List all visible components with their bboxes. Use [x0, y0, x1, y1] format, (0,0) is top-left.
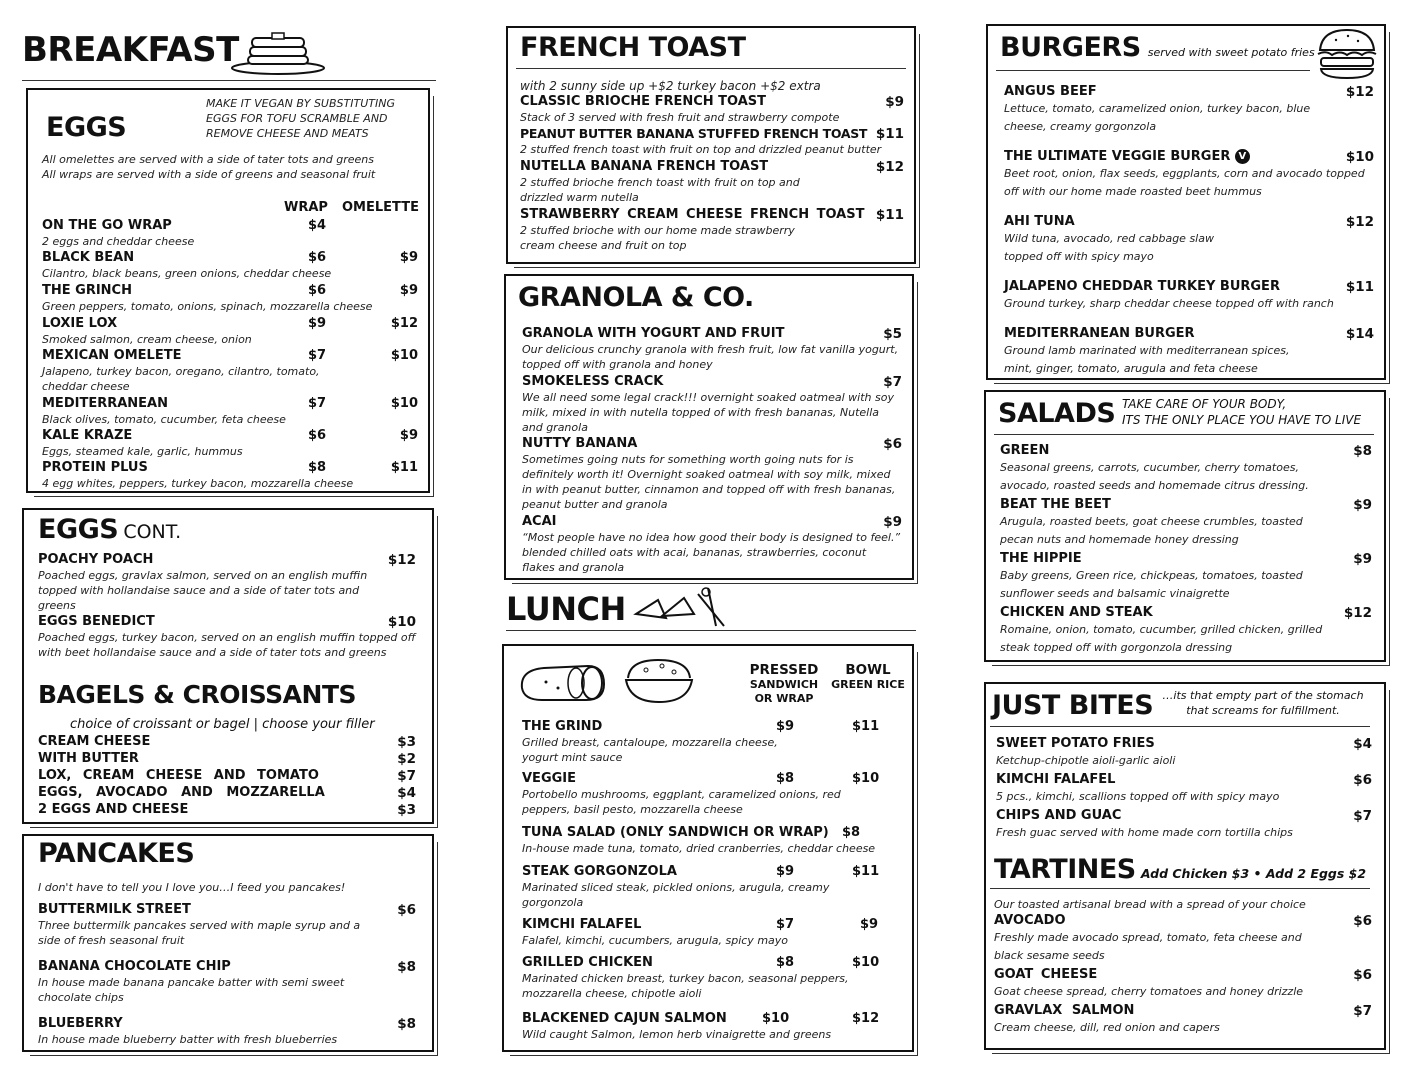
item-price: $2	[397, 751, 416, 767]
item-desc: Marinated chicken breast, turkey bacon, seasonal peppers, mozzarella cheese, chipotle aioli	[522, 972, 849, 1000]
item-name: WITH BUTTER	[38, 751, 139, 766]
col-bowl-line2: GREEN RICE	[831, 678, 905, 691]
item-price: $6	[1353, 913, 1372, 929]
item-price: $7	[1353, 1003, 1372, 1019]
tartines-underline	[990, 888, 1370, 889]
lunch-title: LUNCH	[506, 590, 626, 628]
item-price: $3	[397, 734, 416, 750]
item-price: $7	[397, 768, 416, 784]
list-item	[996, 772, 1372, 808]
lunch-underline	[506, 630, 916, 631]
item-desc: Romaine, onion, tomato, cucumber, grilled chicken, grilled steak topped off with gorgonzola dressing	[1000, 623, 1323, 654]
list-item	[42, 396, 418, 428]
pancakes-title: PANCAKES	[38, 838, 195, 869]
item-name: ON THE GO WRAP	[42, 218, 172, 233]
list-item	[522, 436, 902, 514]
item-bowl-price: $9	[860, 917, 879, 932]
item-pressed-price: $8	[776, 955, 795, 970]
item-name: 2 EGGS AND CHEESE	[38, 802, 189, 817]
wrap-icon	[516, 658, 612, 706]
item-name: CHICKEN AND STEAK	[1000, 605, 1153, 620]
item-name: NUTELLA BANANA FRENCH TOAST	[520, 159, 769, 174]
item-name: LOXIE LOX	[42, 316, 118, 331]
item-name: THE HIPPIE	[1000, 551, 1082, 566]
french-toast-section	[506, 26, 916, 264]
bites-list	[996, 736, 1372, 844]
item-price: $11	[875, 126, 904, 142]
item-price: $12	[1345, 214, 1374, 230]
item-desc: Baby greens, Green rice, chickpeas, tomatoes, toasted sunflower seeds and balsamic vinaigrette	[1000, 569, 1303, 600]
item-wrap-price: $9	[308, 316, 327, 331]
item-desc: Falafel, kimchi, cucumbers, arugula, spicy mayo	[522, 934, 789, 947]
item-price: $6	[397, 902, 416, 918]
eggs-vegan-note: MAKE IT VEGAN BY SUBSTITUTING EGGS FOR TOFU SCRAMBLE AND REMOVE CHEESE AND MEATS	[206, 97, 395, 140]
item-name: KALE KRAZE	[42, 428, 133, 443]
item-price: $5	[883, 326, 902, 342]
granola-title: GRANOLA & CO.	[518, 282, 754, 313]
pancakes-section	[22, 834, 434, 1052]
eggs-list	[42, 218, 418, 492]
item-price: $7	[883, 374, 902, 390]
item-price: $6	[1353, 772, 1372, 788]
item-name: ACAI	[522, 514, 557, 529]
item-desc: Three buttermilk pancakes served with maple syrup and a side of fresh seasonal fruit	[38, 919, 361, 947]
french-toast-underline	[516, 68, 906, 69]
burgers-section	[986, 24, 1386, 380]
item-name: GRILLED CHICKEN	[522, 955, 653, 970]
item-desc: Ground turkey, sharp cheddar cheese topped off with ranch	[1004, 297, 1334, 310]
item-name: JALAPENO CHEDDAR TURKEY BURGER	[1004, 279, 1280, 294]
tartines-list	[994, 913, 1372, 1039]
salads-section	[984, 390, 1386, 662]
bites-sub	[1156, 688, 1370, 718]
item-desc: “Most people have no idea how good their body is designed to feel.” blended chilled oats with acai, bananas, strawberries, coconut flakes and granola	[522, 531, 901, 574]
item-name: CLASSIC BRIOCHE FRENCH TOAST	[520, 94, 767, 109]
item-price: $8	[397, 1016, 416, 1032]
item-price: $9	[885, 94, 904, 110]
col-pressed-line1: PRESSED	[749, 662, 819, 678]
list-item	[38, 768, 416, 785]
item-name: NUTTY BANANA	[522, 436, 638, 451]
item-price: $9	[1353, 551, 1372, 567]
item-desc: Beet root, onion, flax seeds, eggplants, corn and avocado topped off with our home made roasted beet hummus	[1004, 167, 1365, 198]
granola-list	[522, 326, 902, 574]
item-price: $3	[397, 802, 416, 818]
bites-section	[984, 682, 1386, 1050]
col-bowl-line1: BOWL	[845, 662, 891, 678]
item-desc: Seasonal greens, carrots, cucumber, cherry tomatoes, avocado, roasted seeds and homemade citrus dressing.	[1000, 461, 1309, 492]
salads-list	[1000, 443, 1372, 659]
item-desc: Cream cheese, dill, red onion and capers	[994, 1021, 1220, 1034]
item-price: $12	[387, 552, 416, 568]
tartines-title: TARTINES	[994, 854, 1136, 885]
list-item	[520, 207, 904, 255]
item-wrap-price: $6	[308, 283, 327, 298]
list-item	[1000, 497, 1372, 551]
item-name: BLACKENED CAJUN SALMON	[522, 1011, 727, 1026]
item-desc: In house made banana pancake batter with semi sweet chocolate chips	[38, 976, 345, 1004]
item-name: BLUEBERRY	[38, 1016, 123, 1031]
item-name: THE ULTIMATE VEGGIE BURGER	[1004, 149, 1231, 164]
item-wrap-price: $8	[308, 460, 327, 475]
salads-title: SALADS	[998, 398, 1116, 429]
item-price: $12	[875, 159, 904, 175]
list-item	[522, 374, 902, 436]
item-omelette-price: $9	[399, 428, 418, 443]
eggs-cont-title: EGGS	[38, 514, 119, 545]
breakfast-title: BREAKFAST	[22, 30, 239, 70]
list-item	[522, 771, 900, 825]
item-price: $6	[883, 436, 902, 452]
item-name: BUTTERMILK STREET	[38, 902, 191, 917]
item-name: EGGS, AVOCADO AND MOZZARELLA	[38, 785, 325, 800]
item-name: MEXICAN OMELETE	[42, 348, 182, 363]
item-name: SWEET POTATO FRIES	[996, 736, 1155, 751]
item-price: $9	[883, 514, 902, 530]
french-toast-list	[520, 94, 904, 255]
item-desc: Sometimes going nuts for something worth going nuts for is definitely worth it! Overnight soaked oatmeal with soy milk, mixed in with peanut butter, cinnamon and topped off with fresh bananas, peanut butter and granola	[522, 453, 896, 511]
item-desc: 2 stuffed brioche with our home made strawberry cream cheese and fruit on top	[520, 224, 795, 252]
item-price: $4	[397, 785, 416, 801]
list-item	[522, 1011, 900, 1045]
col-omelette: OMELETTE	[342, 200, 419, 215]
item-desc: Stack of 3 served with fresh fruit and strawberry compote	[520, 111, 840, 124]
item-desc: In house made blueberry batter with fresh blueberries	[38, 1033, 338, 1046]
item-pressed-price: $9	[776, 719, 795, 734]
item-desc: Portobello mushrooms, eggplant, caramelized onions, red peppers, basil pesto, mozzarella cheese	[522, 788, 841, 816]
item-name: MEDITERRANEAN BURGER	[1004, 326, 1195, 341]
item-omelette-price: $10	[390, 348, 418, 363]
item-name: MEDITERRANEAN	[42, 396, 168, 411]
item-name: TUNA SALAD (ONLY SANDWICH OR WRAP)	[522, 825, 829, 840]
list-item	[42, 250, 418, 283]
item-desc: 2 eggs and cheddar cheese	[42, 235, 195, 248]
item-name: GRAVLAX SALMON	[994, 1003, 1135, 1018]
item-price: $10	[387, 614, 416, 630]
item-omelette-price: $10	[390, 396, 418, 411]
col-pressed-line3: OR WRAP	[754, 692, 814, 705]
bites-sub-line2: that screams for fulfillment.	[1186, 704, 1340, 717]
item-desc: Wild caught Salmon, lemon herb vinaigrette and greens	[522, 1028, 832, 1041]
item-desc: Ketchup-chipotle aioli-garlic aioli	[996, 754, 1176, 767]
item-name: STRAWBERRY CREAM CHEESE FRENCH TOAST	[520, 207, 865, 222]
eggs-cont-list	[38, 552, 416, 676]
list-item	[1000, 605, 1372, 659]
item-name: PEANUT BUTTER BANANA STUFFED FRENCH TOAST	[520, 126, 868, 141]
list-item	[42, 218, 418, 250]
list-item	[42, 460, 418, 492]
item-price: $12	[1343, 605, 1372, 621]
list-item	[994, 1003, 1372, 1039]
col-wrap: WRAP	[284, 200, 328, 215]
item-omelette-price: $12	[390, 316, 418, 331]
bagels-sub: choice of croissant or bagel | choose your filler	[70, 717, 375, 732]
bagels-title: BAGELS & CROISSANTS	[38, 680, 357, 709]
breakfast-underline	[22, 80, 436, 81]
eggs-section	[26, 88, 430, 493]
item-desc: 2 stuffed french toast with fruit on top and drizzled peanut butter	[520, 143, 882, 156]
item-desc: Marinated sliced steak, pickled onions, arugula, creamy gorgonzola	[522, 881, 830, 909]
salads-sub-line2: ITS THE ONLY PLACE YOU HAVE TO LIVE	[1122, 413, 1362, 427]
burgers-title: BURGERS	[1000, 32, 1141, 63]
item-price: $8	[397, 959, 416, 975]
item-name-row	[1004, 149, 1374, 165]
list-item	[1004, 84, 1374, 149]
list-item	[42, 283, 418, 316]
bites-underline	[990, 726, 1370, 727]
item-desc: In-house made tuna, tomato, dried cranberries, cheddar cheese	[522, 842, 876, 855]
tartines-sub: Add Chicken $3 • Add 2 Eggs $2	[1140, 866, 1367, 881]
list-item	[38, 552, 416, 614]
item-desc: Smoked salmon, cream cheese, onion	[42, 333, 252, 346]
burger-icon	[1316, 28, 1378, 80]
item-name: STEAK GORGONZOLA	[522, 864, 677, 879]
item-name: BANANA CHOCOLATE CHIP	[38, 959, 231, 974]
item-pressed-price: $7	[776, 917, 795, 932]
list-item	[42, 428, 418, 460]
tartines-intro: Our toasted artisanal bread with a spread of your choice	[994, 898, 1306, 911]
col-pressed-header	[744, 662, 824, 706]
item-desc: Poached eggs, gravlax salmon, served on an english muffin topped with hollandaise sauce and a side of tater tots and greens	[38, 569, 368, 612]
item-price: $7	[1353, 808, 1372, 824]
item-name: AHI TUNA	[1004, 214, 1075, 229]
item-price: $11	[875, 207, 904, 223]
list-item	[994, 913, 1372, 967]
bites-title: JUST BITES	[992, 690, 1154, 721]
item-desc: Wild tuna, avocado, red cabbage slaw topped off with spicy mayo	[1004, 232, 1214, 263]
item-bowl-price: $11	[852, 719, 880, 734]
item-desc: 5 pcs., kimchi, scallions topped off with spicy mayo	[996, 790, 1280, 803]
salads-sub	[1122, 396, 1361, 428]
item-name: SMOKELESS CRACK	[522, 374, 664, 389]
list-item	[38, 902, 416, 959]
item-desc: We all need some legal crack!!! overnight soaked oatmeal with soy milk, mixed in with nutella topped of with fresh bananas, Nutella and granola	[522, 391, 894, 434]
list-item	[522, 825, 900, 864]
list-item	[996, 808, 1372, 844]
item-bowl-price: $12	[852, 1011, 880, 1026]
pancake-stack-icon	[228, 30, 328, 76]
item-name: THE GRIND	[522, 719, 603, 734]
item-desc: Lettuce, tomato, caramelized onion, turkey bacon, blue cheese, creamy gorgonzola	[1004, 102, 1311, 133]
item-desc: Green peppers, tomato, onions, spinach, mozzarella cheese	[42, 300, 373, 313]
eggs-intro-1: All omelettes are served with a side of tater tots and greens	[42, 153, 374, 166]
eggs-cont-heading	[38, 514, 181, 545]
burgers-heading	[1000, 32, 1315, 63]
item-desc: Ground lamb marinated with mediterranean spices, mint, ginger, tomato, arugula and feta cheese	[1004, 344, 1290, 375]
item-desc: Black olives, tomato, cucumber, feta cheese	[42, 413, 286, 426]
list-item	[1004, 149, 1374, 214]
french-toast-title: FRENCH TOAST	[520, 32, 746, 63]
burgers-underline	[996, 70, 1310, 71]
eggs-cont-section	[22, 508, 434, 824]
item-desc: Our delicious crunchy granola with fresh fruit, low fat vanilla yogurt, topped off with granola and honey	[522, 343, 899, 371]
item-desc: Freshly made avocado spread, tomato, feta cheese and black sesame seeds	[994, 931, 1302, 962]
item-name: CHIPS AND GUAC	[996, 808, 1122, 823]
list-item	[1004, 326, 1374, 376]
item-name: CREAM CHEESE	[38, 734, 151, 749]
item-name: VEGGIE	[522, 771, 576, 786]
list-item	[522, 955, 900, 1011]
item-omelette-price: $9	[399, 250, 418, 265]
salads-sub-line1: TAKE CARE OF YOUR BODY,	[1122, 397, 1287, 411]
veggie-badge-icon: V	[1235, 149, 1250, 164]
col-bowl-header	[826, 662, 910, 692]
lunch-list	[522, 719, 900, 1045]
list-item	[38, 734, 416, 751]
list-item	[522, 326, 902, 374]
list-item	[1000, 443, 1372, 497]
item-price: $9	[1353, 497, 1372, 513]
item-name: EGGS BENEDICT	[38, 614, 155, 629]
list-item	[1004, 214, 1374, 279]
item-price: $6	[1353, 967, 1372, 983]
tartines-heading	[994, 854, 1366, 885]
list-item	[520, 126, 904, 159]
list-item	[38, 751, 416, 768]
item-name: GREEN	[1000, 443, 1050, 458]
item-pressed-price: $10	[762, 1011, 790, 1026]
item-pressed-price: $9	[776, 864, 795, 879]
item-price: $8	[1353, 443, 1372, 459]
item-desc: Goat cheese spread, cherry tomatoes and honey drizzle	[994, 985, 1304, 998]
salads-underline	[994, 434, 1374, 435]
item-desc: Poached eggs, turkey bacon, served on an english muffin topped off with beet hollandaise sauce and a side of tater tots and greens	[38, 631, 416, 659]
list-item	[520, 159, 904, 207]
item-desc: Cilantro, black beans, green onions, cheddar cheese	[42, 267, 332, 280]
list-item	[994, 967, 1372, 1003]
bagels-list	[38, 734, 416, 819]
item-bowl-price: $11	[852, 864, 880, 879]
item-name: LOX, CREAM CHEESE AND TOMATO	[38, 768, 319, 783]
item-bowl-price: $10	[852, 771, 880, 786]
item-desc: 2 stuffed brioche french toast with fruit on top and drizzled warm nutella	[520, 176, 800, 204]
item-name: ANGUS BEEF	[1004, 84, 1097, 99]
item-name: BLACK BEAN	[42, 250, 135, 265]
item-desc: Fresh guac served with home made corn tortilla chips	[996, 826, 1293, 839]
item-price: $12	[1345, 84, 1374, 100]
list-item	[996, 736, 1372, 772]
item-name: BEAT THE BEET	[1000, 497, 1111, 512]
item-desc: Grilled breast, cantaloupe, mozzarella cheese, yogurt mint sauce	[522, 736, 778, 764]
item-wrap-price: $4	[308, 218, 327, 233]
item-desc: Jalapeno, turkey bacon, oregano, cilantro, tomato, cheddar cheese	[42, 365, 320, 393]
bites-sub-line1: …its that empty part of the stomach	[1162, 689, 1364, 702]
eggs-intro-2: All wraps are served with a side of greens and seasonal fruit	[42, 168, 376, 181]
item-price: $14	[1345, 326, 1374, 342]
item-wrap-price: $6	[308, 250, 327, 265]
col-pressed-line2: SANDWICH	[749, 678, 819, 691]
list-item	[522, 864, 900, 917]
item-bowl-price: $10	[852, 955, 880, 970]
item-name: AVOCADO	[994, 913, 1066, 928]
item-name: THE GRINCH	[42, 283, 132, 298]
french-toast-intro: with 2 sunny side up +$2 turkey bacon +$2 extra	[520, 79, 821, 93]
list-item	[1004, 279, 1374, 326]
lunch-section	[502, 644, 914, 1052]
list-item	[42, 348, 418, 396]
list-item	[42, 316, 418, 348]
list-item	[522, 514, 902, 574]
list-item	[38, 802, 416, 819]
item-desc: Arugula, roasted beets, goat cheese crumbles, toasted pecan nuts and homemade honey dressing	[1000, 515, 1303, 546]
list-item	[522, 917, 900, 955]
sandwich-cutlery-icon	[632, 584, 732, 630]
item-name: POACHY POACH	[38, 552, 154, 567]
item-price: $10	[1345, 149, 1374, 165]
item-pressed-price: $8	[776, 771, 795, 786]
item-name: KIMCHI FALAFEL	[522, 917, 642, 932]
list-item	[38, 785, 416, 802]
item-name: GRANOLA WITH YOGURT AND FRUIT	[522, 326, 785, 341]
item-wrap-price: $7	[308, 396, 327, 411]
list-item	[1000, 551, 1372, 605]
item-desc: Eggs, steamed kale, garlic, hummus	[42, 445, 243, 458]
item-desc: 4 egg whites, peppers, turkey bacon, mozzarella cheese	[42, 477, 354, 490]
burgers-list	[1004, 84, 1374, 376]
pancakes-list	[38, 902, 416, 1050]
item-name: KIMCHI FALAFEL	[996, 772, 1116, 787]
list-item	[520, 94, 904, 126]
item-name: PROTEIN PLUS	[42, 460, 148, 475]
item-price: $11	[1345, 279, 1374, 295]
list-item	[522, 719, 900, 771]
eggs-title: EGGS	[46, 112, 127, 143]
item-omelette-price: $11	[390, 460, 418, 475]
item-price: $4	[1353, 736, 1372, 752]
item-pressed-price: $8	[842, 825, 861, 840]
item-wrap-price: $7	[308, 348, 327, 363]
item-omelette-price: $9	[399, 283, 418, 298]
list-item	[38, 959, 416, 1016]
list-item	[38, 614, 416, 676]
eggs-cont-suffix: CONT.	[123, 521, 182, 543]
list-item	[38, 1016, 416, 1050]
rice-bowl-icon	[622, 654, 696, 706]
granola-section	[504, 274, 914, 580]
pancakes-intro: I don't have to tell you I love you…I feed you pancakes!	[38, 881, 346, 894]
burgers-sub: served with sweet potato fries	[1147, 46, 1315, 59]
item-wrap-price: $6	[308, 428, 327, 443]
item-name: GOAT CHEESE	[994, 967, 1098, 982]
